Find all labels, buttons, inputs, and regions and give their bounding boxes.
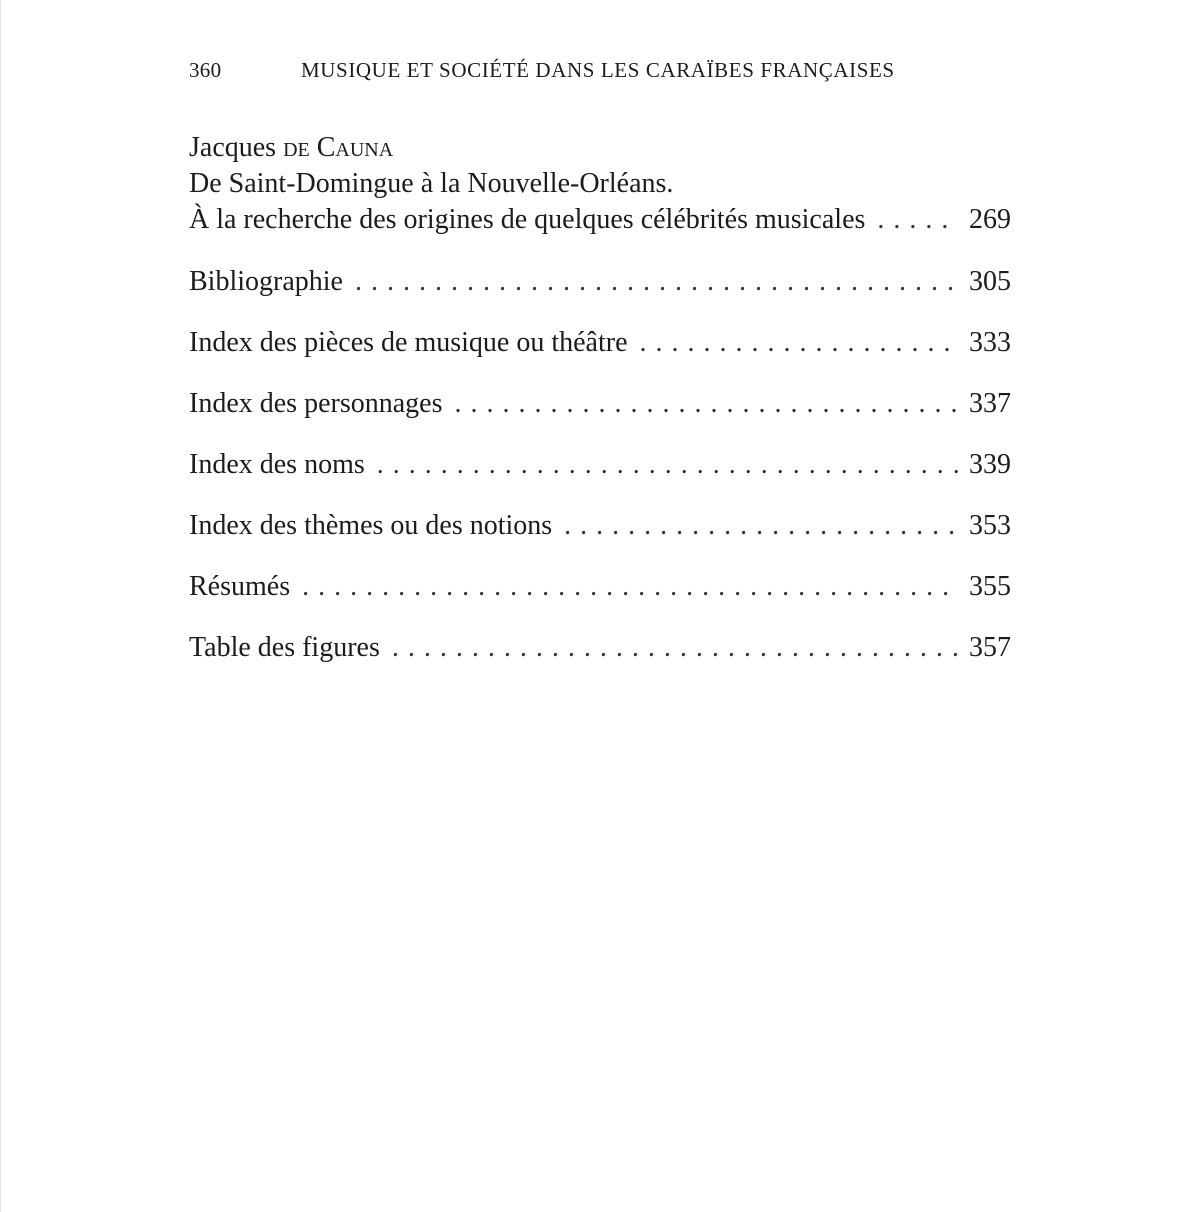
toc-entry[interactable] <box>189 264 1011 300</box>
toc-entry-page: 353 <box>969 510 1011 541</box>
dot-leader <box>392 630 959 666</box>
toc-entry[interactable] <box>189 569 1011 605</box>
toc-entry-page: 305 <box>969 266 1011 297</box>
toc-entry-label: Table des figures <box>189 632 380 663</box>
toc-entry[interactable] <box>189 630 1011 666</box>
toc-entry-page: 269 <box>969 204 1011 235</box>
dot-leader <box>877 202 959 238</box>
toc-entry[interactable] <box>189 386 1011 422</box>
dot-leader <box>302 569 959 605</box>
dot-leader <box>564 508 959 544</box>
toc-entry-page: 339 <box>969 449 1011 480</box>
toc-entry[interactable] <box>189 447 1011 483</box>
running-title: MUSIQUE ET SOCIÉTÉ DANS LES CARAÏBES FRANÇAISES <box>301 58 895 82</box>
toc-entry-page: 333 <box>969 327 1011 358</box>
dot-leader <box>454 386 959 422</box>
dot-leader <box>355 264 959 300</box>
toc-entry[interactable] <box>189 325 1011 361</box>
toc-author <box>189 130 1011 166</box>
toc-entry-page: 337 <box>969 388 1011 419</box>
toc-entry-label: Index des personnages <box>189 388 443 419</box>
running-head <box>189 58 1011 86</box>
toc-entry-page: 355 <box>969 571 1011 602</box>
dot-leader <box>377 447 959 483</box>
page-number: 360 <box>189 58 222 82</box>
toc-entry-label: Index des thèmes ou des notions <box>189 510 553 541</box>
toc-chapter-entry[interactable] <box>189 202 1011 238</box>
toc-entry-label: Résumés <box>189 571 291 602</box>
toc-entry-page: 357 <box>969 632 1011 663</box>
toc-entry-label: À la recherche des origines de quelques célébrités musicales <box>189 204 866 235</box>
toc-entry[interactable] <box>189 508 1011 544</box>
toc-entry-label: Index des noms <box>189 449 365 480</box>
author-family-name: de Cauna <box>283 132 394 163</box>
toc-chapter-title-line1: De Saint-Domingue à la Nouvelle-Orléans. <box>189 168 674 199</box>
toc-entry-label: Bibliographie <box>189 266 343 297</box>
table-of-contents <box>189 130 1011 666</box>
toc-entry-label: Index des pièces de musique ou théâtre <box>189 327 628 358</box>
dot-leader <box>640 325 959 361</box>
author-given-name: Jacques <box>189 132 284 163</box>
